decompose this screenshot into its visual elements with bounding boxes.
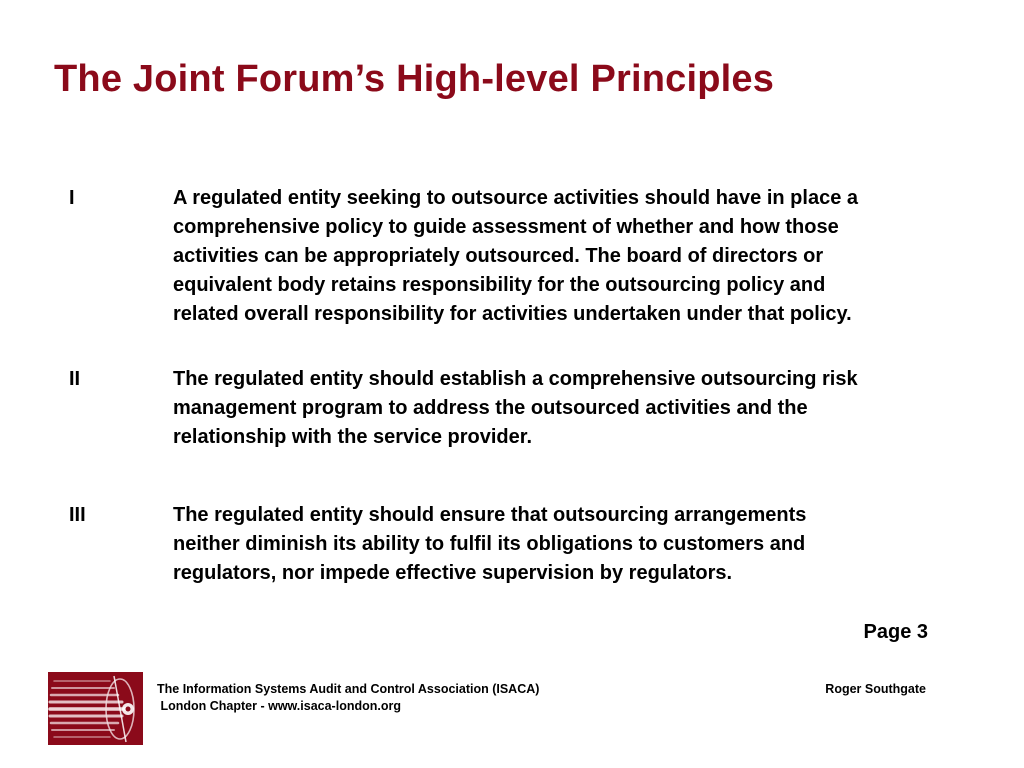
principle-number: III — [69, 504, 86, 526]
footer-org-line1: The Information Systems Audit and Control Association (ISACA) — [157, 682, 540, 696]
footer-organization — [157, 681, 539, 715]
principle-text: The regulated entity should ensure that outsourcing arrangements neither diminish its ability to fulfil its obligations to customers and regulators, nor impede effective supervision by regulators. — [173, 504, 807, 584]
principle-number: II — [69, 368, 81, 390]
principle-text: A regulated entity seeking to outsource activities should have in place a comprehensive policy to guide assessment of whether and how those activities can be appropriately outsourced. The board of directors or equivalent body retains responsibility for the outsourcing policy and related overall responsibility for activities undertaken under that policy. — [173, 187, 858, 325]
isaca-logo-icon — [48, 672, 143, 745]
principle-text: The regulated entity should establish a comprehensive outsourcing risk management program to address the outsourced activities and the relationship with the service provider. — [173, 368, 858, 448]
footer-org-line2: London Chapter - www.isaca-london.org — [157, 699, 401, 713]
footer-author: Roger Southgate — [825, 682, 926, 696]
slide-title: The Joint Forum’s High-level Principles — [54, 58, 775, 100]
principle-number: I — [69, 187, 75, 209]
page-number: Page 3 — [863, 621, 928, 643]
